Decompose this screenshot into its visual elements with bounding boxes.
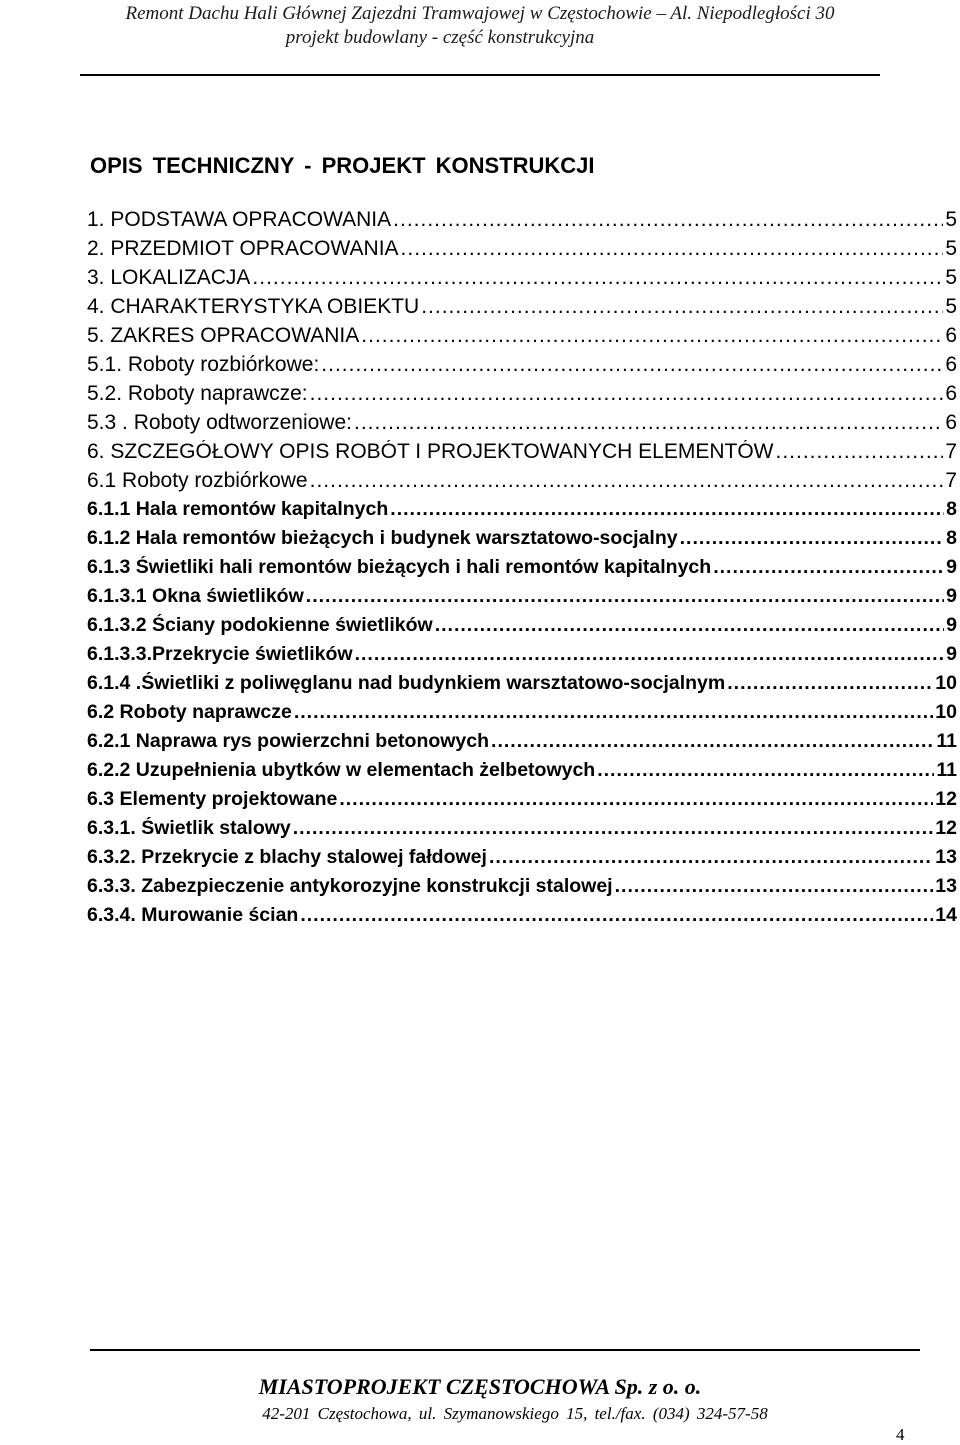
toc-dot-leader — [776, 440, 944, 464]
toc-entry-title: 6.1.4 .Świetliki z poliwęglanu nad budynkiem warsztatowo-socjalnym — [87, 672, 726, 694]
toc-entry-page: 14 — [935, 904, 957, 926]
toc-entry-title: 5.1. Roboty rozbiórkowe: — [87, 353, 320, 376]
toc-entry — [87, 614, 957, 643]
toc-dot-leader — [355, 643, 945, 666]
toc-entry — [87, 266, 957, 295]
toc-entry-title: 6.1 Roboty rozbiórkowe — [87, 469, 308, 492]
toc-dot-leader — [390, 498, 944, 521]
toc-entry-title: 6.2 Roboty naprawcze — [87, 701, 292, 723]
toc-dot-leader — [393, 208, 943, 232]
toc-entry — [87, 527, 957, 556]
toc-entry-page: 5 — [945, 237, 957, 260]
toc-entry-page: 9 — [946, 556, 957, 578]
toc-entry — [87, 353, 957, 382]
toc-entry-title: 6.1.3.2 Ściany podokienne świetlików — [87, 614, 433, 636]
toc-entry-title: 6.1.2 Hala remontów bieżących i budynek warsztatowo-socjalny — [87, 527, 678, 549]
toc-dot-leader — [361, 324, 943, 348]
toc-dot-leader — [421, 295, 943, 319]
toc-entry-title: 6.3.3. Zabezpieczenie antykorozyjne konstrukcji stalowej — [87, 875, 613, 897]
toc-entry-page: 8 — [946, 527, 957, 549]
toc-entry-page: 13 — [935, 875, 957, 897]
toc-dot-leader — [597, 759, 934, 782]
toc-entry — [87, 556, 957, 585]
toc-entry-title: 6. SZCZEGÓŁOWY OPIS ROBÓT I PROJEKTOWANYCH ELEMENTÓW — [87, 440, 774, 463]
toc-entry-title: 6.1.3.1 Okna świetlików — [87, 585, 304, 607]
toc-entry-page: 12 — [935, 788, 957, 810]
toc-entry-title: 6.3 Elementy projektowane — [87, 788, 338, 810]
toc-entry-page: 12 — [935, 817, 957, 839]
toc-entry — [87, 904, 957, 933]
toc-dot-leader — [680, 527, 945, 550]
toc-entry-title: 5. ZAKRES OPRACOWANIA — [87, 324, 360, 347]
toc-entry — [87, 498, 957, 527]
toc-entry-page: 10 — [935, 672, 957, 694]
document-title: OPIS TECHNICZNY - PROJEKT KONSTRUKCJI — [90, 153, 595, 178]
toc-entry — [87, 672, 957, 701]
toc-entry — [87, 585, 957, 614]
toc-entry-page: 5 — [945, 295, 957, 318]
toc-entry — [87, 701, 957, 730]
toc-dot-leader — [321, 353, 943, 377]
toc-dot-leader — [489, 846, 933, 869]
toc-entry-page: 10 — [935, 701, 957, 723]
toc-entry-page: 6 — [945, 411, 957, 434]
toc-entry — [87, 643, 957, 672]
toc-dot-leader — [339, 788, 933, 811]
toc-dot-leader — [727, 672, 933, 695]
footer-address: 42-201 Częstochowa, ul. Szymanowskiego 15, tel./fax. (034) 324-57-58 — [262, 1404, 768, 1423]
toc-entry-page: 5 — [945, 208, 957, 231]
header-project-subtitle: projekt budowlany - część konstrukcyjna — [285, 27, 595, 48]
toc-dot-leader — [306, 585, 944, 608]
toc-entry-title: 6.2.1 Naprawa rys powierzchni betonowych — [87, 730, 490, 752]
toc-entry-title: 6.3.4. Murowanie ścian — [87, 904, 299, 926]
toc-entry-title: 6.3.2. Przekrycie z blachy stalowej fałdowej — [87, 846, 487, 868]
toc-dot-leader — [435, 614, 944, 637]
toc-entry — [87, 411, 957, 440]
toc-entry — [87, 440, 957, 469]
toc-entry-title: 6.3.1. Świetlik stalowy — [87, 817, 291, 839]
toc-entry-title: 6.1.1 Hala remontów kapitalnych — [87, 498, 389, 520]
toc-entry — [87, 469, 957, 498]
toc-entry-page: 7 — [945, 469, 957, 492]
toc-dot-leader — [294, 701, 933, 724]
toc-dot-leader — [293, 817, 934, 840]
toc-entry-page: 11 — [936, 759, 957, 781]
toc-entry-page: 8 — [946, 498, 957, 520]
toc-entry-page: 6 — [945, 324, 957, 347]
toc-entry — [87, 730, 957, 759]
toc-entry-title: 6.1.3.3.Przekrycie świetlików — [87, 643, 353, 665]
toc-dot-leader — [401, 237, 944, 261]
toc-entry-title: 6.1.3 Świetliki hali remontów bieżących i hali remontów kapitalnych — [87, 556, 712, 578]
toc-entry-page: 6 — [945, 353, 957, 376]
footer-company-name: MIASTOPROJEKT CZĘSTOCHOWA Sp. z o. o. — [258, 1374, 702, 1399]
toc-entry — [87, 237, 957, 266]
toc-dot-leader — [491, 730, 934, 753]
page-number: 4 — [896, 1425, 905, 1444]
toc-entry — [87, 295, 957, 324]
toc-entry-title: 1. PODSTAWA OPRACOWANIA — [87, 208, 392, 231]
toc-entry-page: 9 — [946, 643, 957, 665]
table-of-contents — [87, 208, 957, 933]
toc-entry — [87, 788, 957, 817]
toc-entry-page: 11 — [936, 730, 957, 752]
toc-entry-title: 5.2. Roboty naprawcze: — [87, 382, 308, 405]
toc-entry-page: 6 — [945, 382, 957, 405]
toc-entry-title: 3. LOKALIZACJA — [87, 266, 251, 289]
toc-entry — [87, 817, 957, 846]
toc-entry-page: 5 — [945, 266, 957, 289]
toc-entry-title: 4. CHARAKTERYSTYKA OBIEKTU — [87, 295, 420, 318]
toc-dot-leader — [310, 469, 944, 493]
toc-dot-leader — [252, 266, 943, 290]
toc-entry-title: 6.2.2 Uzupełnienia ubytków w elementach żelbetowych — [87, 759, 596, 781]
toc-entry — [87, 324, 957, 353]
toc-entry-page: 7 — [945, 440, 957, 463]
toc-entry-title: 2. PRZEDMIOT OPRACOWANIA — [87, 237, 399, 260]
toc-entry-page: 9 — [946, 614, 957, 636]
header-project-title: Remont Dachu Hali Głównej Zajezdni Tramwajowej w Częstochowie – Al. Niepodległości 30 — [125, 3, 835, 24]
toc-entry — [87, 759, 957, 788]
toc-dot-leader — [354, 411, 943, 435]
toc-dot-leader — [310, 382, 944, 406]
toc-entry-page: 9 — [946, 585, 957, 607]
toc-entry — [87, 846, 957, 875]
header-divider — [80, 74, 880, 76]
toc-entry-title: 5.3 . Roboty odtworzeniowe: — [87, 411, 352, 434]
toc-entry — [87, 875, 957, 904]
toc-entry — [87, 208, 957, 237]
toc-entry-page: 13 — [935, 846, 957, 868]
footer-divider — [90, 1349, 920, 1351]
toc-entry — [87, 382, 957, 411]
toc-dot-leader — [615, 875, 934, 898]
toc-dot-leader — [713, 556, 944, 579]
toc-dot-leader — [300, 904, 933, 927]
